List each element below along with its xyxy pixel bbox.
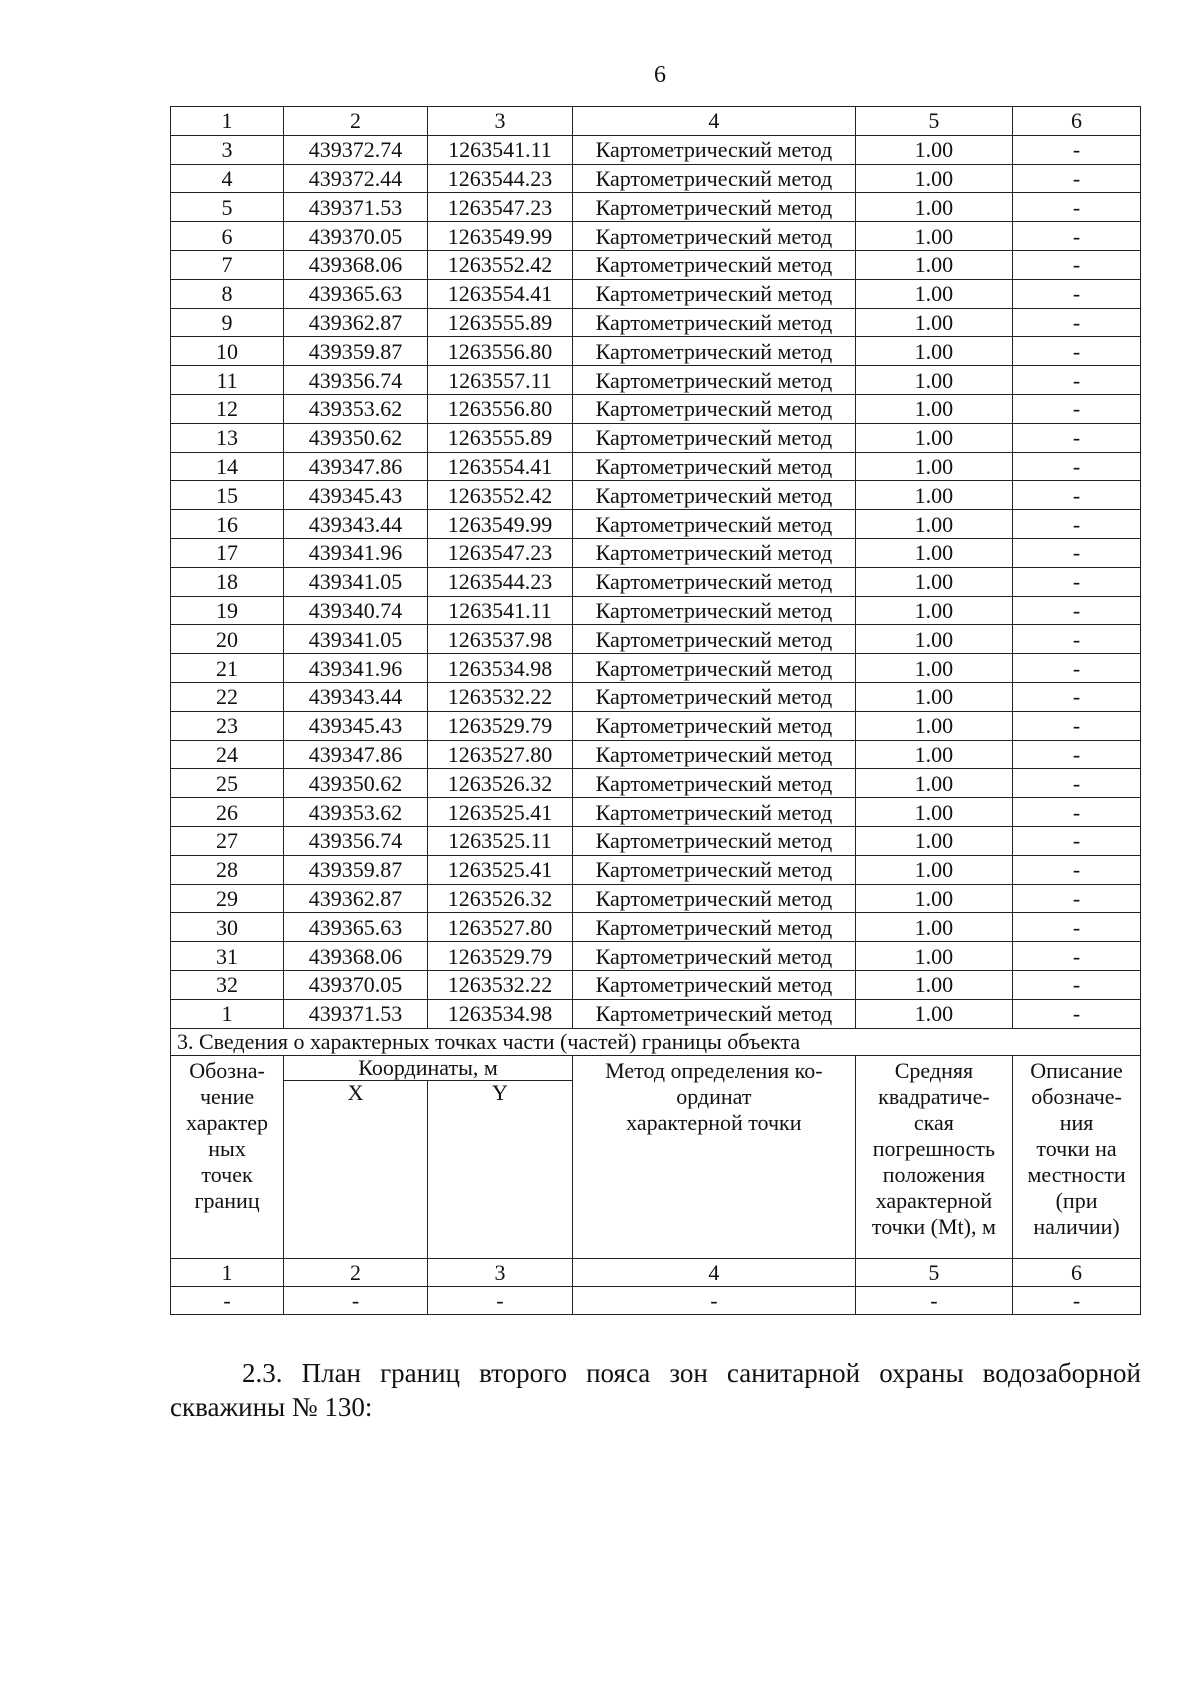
point-number-cell: 31 (171, 942, 284, 971)
table-row (171, 164, 1141, 193)
description-cell: - (1013, 337, 1141, 366)
table-row (171, 481, 1141, 510)
table-row (171, 682, 1141, 711)
table-row (171, 711, 1141, 740)
point-number-cell: 25 (171, 769, 284, 798)
description-cell: - (1013, 567, 1141, 596)
method-cell: Картометрический метод (572, 596, 855, 625)
point-number-cell: 4 (171, 164, 284, 193)
table-row (171, 337, 1141, 366)
col-num-1: 1 (171, 107, 284, 136)
point-number-cell: 24 (171, 740, 284, 769)
table-row (171, 222, 1141, 251)
x-coordinate-cell: 439372.74 (284, 135, 428, 164)
error-cell: 1.00 (855, 423, 1012, 452)
error-cell: 1.00 (855, 567, 1012, 596)
col-num-2: 2 (284, 107, 428, 136)
header-y: Y (427, 1080, 572, 1258)
table-row (171, 855, 1141, 884)
method-cell: Картометрический метод (572, 682, 855, 711)
method-cell: Картометрический метод (572, 913, 855, 942)
error-cell: 1.00 (855, 337, 1012, 366)
y-coordinate-cell: 1263552.42 (427, 481, 572, 510)
y-coordinate-cell: 1263537.98 (427, 625, 572, 654)
x-coordinate-cell: 439356.74 (284, 366, 428, 395)
error-cell: 1.00 (855, 740, 1012, 769)
description-cell: - (1013, 855, 1141, 884)
table-row (171, 596, 1141, 625)
x-coordinate-cell: 439343.44 (284, 682, 428, 711)
header-coordinates: Координаты, м (284, 1055, 573, 1080)
y-coordinate-cell: 1263532.22 (427, 682, 572, 711)
description-cell: - (1013, 308, 1141, 337)
table-row (171, 942, 1141, 971)
method-cell: Картометрический метод (572, 999, 855, 1028)
x-coordinate-cell: 439347.86 (284, 452, 428, 481)
x-coordinate-cell: 439368.06 (284, 250, 428, 279)
description-cell: - (1013, 250, 1141, 279)
x-coordinate-cell: 439365.63 (284, 913, 428, 942)
method-cell: Картометрический метод (572, 337, 855, 366)
error-cell: 1.00 (855, 798, 1012, 827)
point-number-cell: 27 (171, 826, 284, 855)
point-number-cell: 8 (171, 279, 284, 308)
point-number-cell: 15 (171, 481, 284, 510)
table-row (171, 970, 1141, 999)
point-number-cell: 10 (171, 337, 284, 366)
header-description: Описание обозначе- ния точки на местности (при наличии) (1013, 1055, 1141, 1258)
description-cell: - (1013, 164, 1141, 193)
column-number-row (171, 107, 1141, 136)
method-cell: Картометрический метод (572, 538, 855, 567)
description-cell: - (1013, 826, 1141, 855)
x-coordinate-cell: 439370.05 (284, 222, 428, 251)
method-cell: Картометрический метод (572, 884, 855, 913)
method-cell: Картометрический метод (572, 942, 855, 971)
method-cell: Картометрический метод (572, 798, 855, 827)
error-cell: 1.00 (855, 510, 1012, 539)
section-empty-row (171, 1286, 1141, 1314)
error-cell: 1.00 (855, 366, 1012, 395)
error-cell: 1.00 (855, 682, 1012, 711)
y-coordinate-cell: 1263552.42 (427, 250, 572, 279)
section-column-number-row (171, 1258, 1141, 1286)
header-designation: Обозна- чение характер ных точек границ (171, 1055, 284, 1258)
y-coordinate-cell: 1263529.79 (427, 711, 572, 740)
x-coordinate-cell: 439353.62 (284, 394, 428, 423)
table-row (171, 567, 1141, 596)
point-number-cell: 32 (171, 970, 284, 999)
x-coordinate-cell: 439345.43 (284, 481, 428, 510)
point-number-cell: 26 (171, 798, 284, 827)
x-coordinate-cell: 439362.87 (284, 884, 428, 913)
y-coordinate-cell: 1263549.99 (427, 222, 572, 251)
col-num-6: 6 (1013, 107, 1141, 136)
x-coordinate-cell: 439353.62 (284, 798, 428, 827)
section-header-row (171, 1055, 1141, 1080)
error-cell: 1.00 (855, 452, 1012, 481)
x-coordinate-cell: 439371.53 (284, 999, 428, 1028)
method-cell: Картометрический метод (572, 567, 855, 596)
x-coordinate-cell: 439345.43 (284, 711, 428, 740)
y-coordinate-cell: 1263525.11 (427, 826, 572, 855)
y-coordinate-cell: 1263534.98 (427, 654, 572, 683)
method-cell: Картометрический метод (572, 855, 855, 884)
y-coordinate-cell: 1263532.22 (427, 970, 572, 999)
description-cell: - (1013, 970, 1141, 999)
x-coordinate-cell: 439370.05 (284, 970, 428, 999)
description-cell: - (1013, 394, 1141, 423)
point-number-cell: 23 (171, 711, 284, 740)
y-coordinate-cell: 1263541.11 (427, 596, 572, 625)
point-number-cell: 5 (171, 193, 284, 222)
point-number-cell: 9 (171, 308, 284, 337)
x-coordinate-cell: 439341.05 (284, 625, 428, 654)
error-cell: 1.00 (855, 394, 1012, 423)
description-cell: - (1013, 423, 1141, 452)
x-coordinate-cell: 439340.74 (284, 596, 428, 625)
method-cell: Картометрический метод (572, 222, 855, 251)
sec-col-num-3: 3 (427, 1258, 572, 1286)
sec-col-num-6: 6 (1013, 1258, 1141, 1286)
description-cell: - (1013, 135, 1141, 164)
y-coordinate-cell: 1263541.11 (427, 135, 572, 164)
error-cell: 1.00 (855, 596, 1012, 625)
error-cell: 1.00 (855, 970, 1012, 999)
table-row (171, 913, 1141, 942)
point-number-cell: 19 (171, 596, 284, 625)
y-coordinate-cell: 1263534.98 (427, 999, 572, 1028)
header-error: Средняя квадратиче- ская погрешность положения характерной точки (Mt), м (855, 1055, 1012, 1258)
description-cell: - (1013, 625, 1141, 654)
description-cell: - (1013, 366, 1141, 395)
table-row (171, 654, 1141, 683)
table-row (171, 826, 1141, 855)
table-row (171, 510, 1141, 539)
sec-col-num-1: 1 (171, 1258, 284, 1286)
y-coordinate-cell: 1263527.80 (427, 913, 572, 942)
point-number-cell: 1 (171, 999, 284, 1028)
description-cell: - (1013, 740, 1141, 769)
x-coordinate-cell: 439359.87 (284, 855, 428, 884)
empty-cell: - (284, 1286, 428, 1314)
description-cell: - (1013, 279, 1141, 308)
x-coordinate-cell: 439350.62 (284, 769, 428, 798)
description-cell: - (1013, 913, 1141, 942)
method-cell: Картометрический метод (572, 308, 855, 337)
method-cell: Картометрический метод (572, 135, 855, 164)
method-cell: Картометрический метод (572, 970, 855, 999)
col-num-4: 4 (572, 107, 855, 136)
empty-cell: - (572, 1286, 855, 1314)
y-coordinate-cell: 1263544.23 (427, 164, 572, 193)
empty-cell: - (171, 1286, 284, 1314)
method-cell: Картометрический метод (572, 394, 855, 423)
point-number-cell: 3 (171, 135, 284, 164)
point-number-cell: 29 (171, 884, 284, 913)
y-coordinate-cell: 1263557.11 (427, 366, 572, 395)
error-cell: 1.00 (855, 855, 1012, 884)
x-coordinate-cell: 439365.63 (284, 279, 428, 308)
error-cell: 1.00 (855, 135, 1012, 164)
y-coordinate-cell: 1263547.23 (427, 193, 572, 222)
point-number-cell: 7 (171, 250, 284, 279)
table-row (171, 193, 1141, 222)
description-cell: - (1013, 654, 1141, 683)
method-cell: Картометрический метод (572, 250, 855, 279)
method-cell: Картометрический метод (572, 826, 855, 855)
table-row (171, 452, 1141, 481)
error-cell: 1.00 (855, 308, 1012, 337)
empty-cell: - (427, 1286, 572, 1314)
plan-paragraph: 2.3. План границ второго пояса зон санитарной охраны водозаборной скважины № 130: (170, 1358, 1141, 1422)
x-coordinate-cell: 439341.96 (284, 654, 428, 683)
y-coordinate-cell: 1263547.23 (427, 538, 572, 567)
table-row (171, 999, 1141, 1028)
method-cell: Картометрический метод (572, 769, 855, 798)
col-num-3: 3 (427, 107, 572, 136)
description-cell: - (1013, 596, 1141, 625)
error-cell: 1.00 (855, 538, 1012, 567)
table-row (171, 366, 1141, 395)
description-cell: - (1013, 481, 1141, 510)
x-coordinate-cell: 439368.06 (284, 942, 428, 971)
empty-cell: - (1013, 1286, 1141, 1314)
y-coordinate-cell: 1263554.41 (427, 452, 572, 481)
table-row (171, 769, 1141, 798)
point-number-cell: 18 (171, 567, 284, 596)
point-number-cell: 16 (171, 510, 284, 539)
error-cell: 1.00 (855, 625, 1012, 654)
description-cell: - (1013, 711, 1141, 740)
point-number-cell: 14 (171, 452, 284, 481)
x-coordinate-cell: 439341.05 (284, 567, 428, 596)
description-cell: - (1013, 942, 1141, 971)
point-number-cell: 13 (171, 423, 284, 452)
method-cell: Картометрический метод (572, 711, 855, 740)
method-cell: Картометрический метод (572, 193, 855, 222)
col-num-5: 5 (855, 107, 1012, 136)
description-cell: - (1013, 538, 1141, 567)
table-row (171, 250, 1141, 279)
x-coordinate-cell: 439350.62 (284, 423, 428, 452)
sec-col-num-2: 2 (284, 1258, 428, 1286)
table-row (171, 798, 1141, 827)
error-cell: 1.00 (855, 279, 1012, 308)
point-number-cell: 12 (171, 394, 284, 423)
description-cell: - (1013, 193, 1141, 222)
x-coordinate-cell: 439343.44 (284, 510, 428, 539)
y-coordinate-cell: 1263549.99 (427, 510, 572, 539)
description-cell: - (1013, 769, 1141, 798)
table-row (171, 135, 1141, 164)
coordinates-table (170, 106, 1141, 1315)
method-cell: Картометрический метод (572, 423, 855, 452)
method-cell: Картометрический метод (572, 481, 855, 510)
point-number-cell: 6 (171, 222, 284, 251)
header-method: Метод определения ко- ординат характерной точки (572, 1055, 855, 1258)
x-coordinate-cell: 439347.86 (284, 740, 428, 769)
method-cell: Картометрический метод (572, 654, 855, 683)
table-row (171, 740, 1141, 769)
description-cell: - (1013, 510, 1141, 539)
x-coordinate-cell: 439362.87 (284, 308, 428, 337)
y-coordinate-cell: 1263544.23 (427, 567, 572, 596)
description-cell: - (1013, 999, 1141, 1028)
section-title-row (171, 1028, 1141, 1055)
error-cell: 1.00 (855, 193, 1012, 222)
x-coordinate-cell: 439341.96 (284, 538, 428, 567)
table-row (171, 884, 1141, 913)
error-cell: 1.00 (855, 711, 1012, 740)
description-cell: - (1013, 682, 1141, 711)
header-x: X (284, 1080, 428, 1258)
description-cell: - (1013, 884, 1141, 913)
error-cell: 1.00 (855, 222, 1012, 251)
error-cell: 1.00 (855, 999, 1012, 1028)
point-number-cell: 30 (171, 913, 284, 942)
y-coordinate-cell: 1263555.89 (427, 308, 572, 337)
y-coordinate-cell: 1263525.41 (427, 798, 572, 827)
point-number-cell: 11 (171, 366, 284, 395)
description-cell: - (1013, 798, 1141, 827)
table-row (171, 279, 1141, 308)
error-cell: 1.00 (855, 654, 1012, 683)
x-coordinate-cell: 439371.53 (284, 193, 428, 222)
section-title: 3. Сведения о характерных точках части (частей) границы объекта (171, 1028, 1141, 1055)
table-row (171, 625, 1141, 654)
page-number: 6 (654, 62, 666, 88)
description-cell: - (1013, 452, 1141, 481)
y-coordinate-cell: 1263556.80 (427, 394, 572, 423)
point-number-cell: 22 (171, 682, 284, 711)
error-cell: 1.00 (855, 769, 1012, 798)
x-coordinate-cell: 439359.87 (284, 337, 428, 366)
error-cell: 1.00 (855, 164, 1012, 193)
y-coordinate-cell: 1263527.80 (427, 740, 572, 769)
point-number-cell: 17 (171, 538, 284, 567)
y-coordinate-cell: 1263526.32 (427, 769, 572, 798)
y-coordinate-cell: 1263529.79 (427, 942, 572, 971)
method-cell: Картометрический метод (572, 164, 855, 193)
point-number-cell: 20 (171, 625, 284, 654)
point-number-cell: 28 (171, 855, 284, 884)
y-coordinate-cell: 1263525.41 (427, 855, 572, 884)
y-coordinate-cell: 1263526.32 (427, 884, 572, 913)
method-cell: Картометрический метод (572, 625, 855, 654)
error-cell: 1.00 (855, 913, 1012, 942)
error-cell: 1.00 (855, 884, 1012, 913)
x-coordinate-cell: 439372.44 (284, 164, 428, 193)
table-row (171, 394, 1141, 423)
method-cell: Картометрический метод (572, 452, 855, 481)
y-coordinate-cell: 1263554.41 (427, 279, 572, 308)
method-cell: Картометрический метод (572, 510, 855, 539)
error-cell: 1.00 (855, 481, 1012, 510)
x-coordinate-cell: 439356.74 (284, 826, 428, 855)
table-row (171, 423, 1141, 452)
method-cell: Картометрический метод (572, 740, 855, 769)
method-cell: Картометрический метод (572, 366, 855, 395)
error-cell: 1.00 (855, 826, 1012, 855)
method-cell: Картометрический метод (572, 279, 855, 308)
error-cell: 1.00 (855, 942, 1012, 971)
error-cell: 1.00 (855, 250, 1012, 279)
table-row (171, 308, 1141, 337)
sec-col-num-5: 5 (855, 1258, 1012, 1286)
point-number-cell: 21 (171, 654, 284, 683)
y-coordinate-cell: 1263555.89 (427, 423, 572, 452)
sec-col-num-4: 4 (572, 1258, 855, 1286)
description-cell: - (1013, 222, 1141, 251)
table-row (171, 538, 1141, 567)
y-coordinate-cell: 1263556.80 (427, 337, 572, 366)
empty-cell: - (855, 1286, 1012, 1314)
